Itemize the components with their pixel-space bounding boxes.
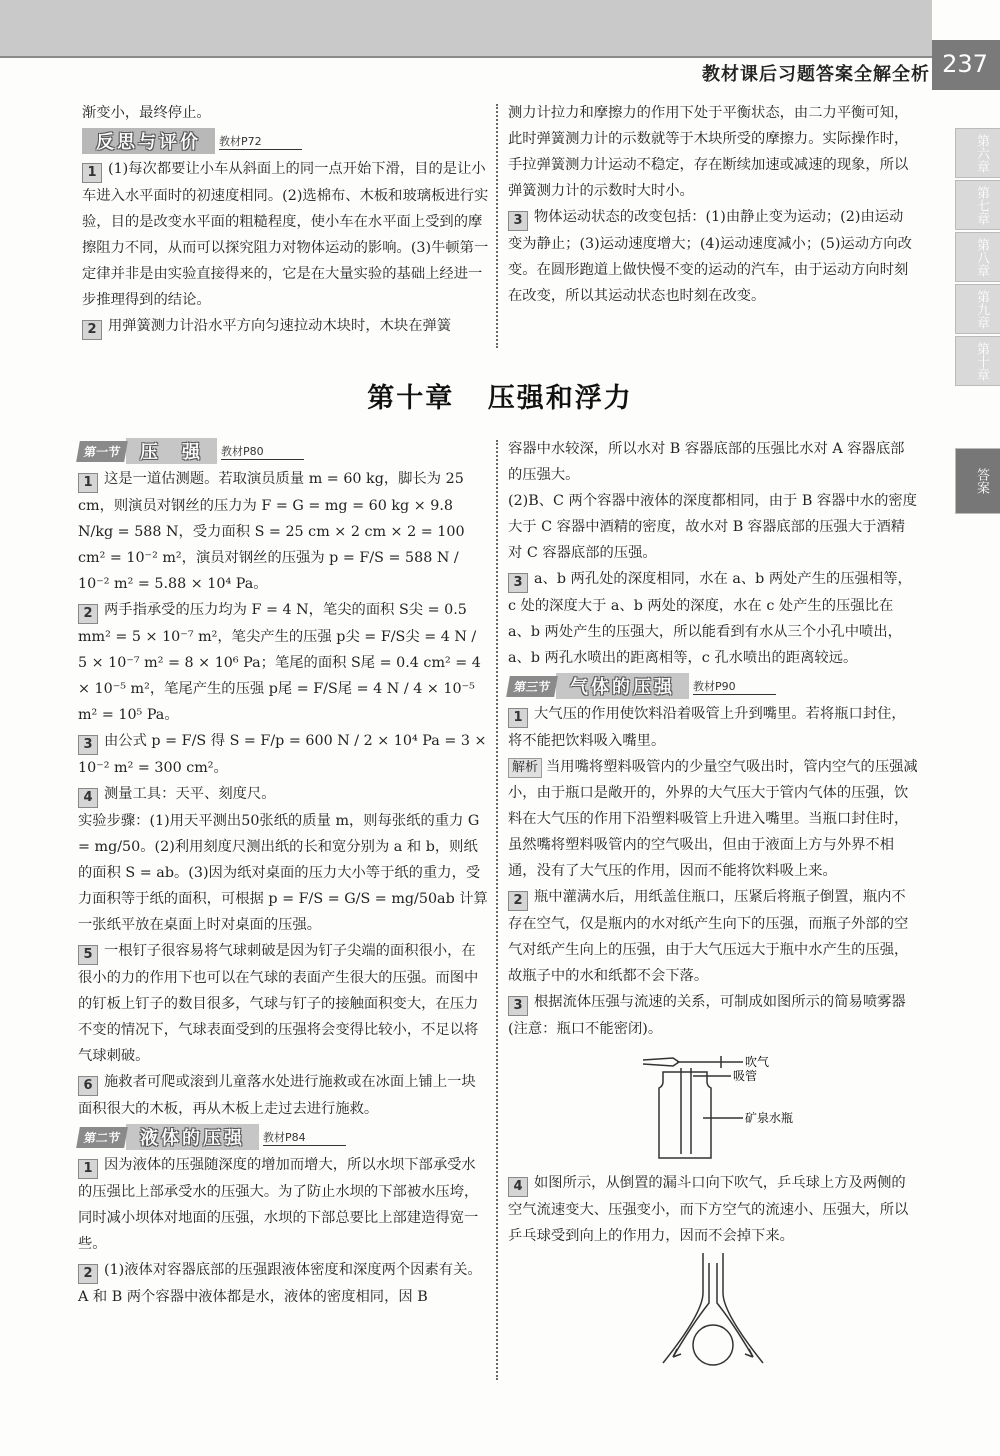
textbook-ref: 教材P72 — [219, 133, 302, 150]
main-left-column — [78, 436, 488, 1310]
answer-text: 大气压的作用使饮料沿着吸管上升到嘴里。若将瓶口封住，将不能把饮料吸入嘴里。 — [508, 706, 906, 749]
experiment-steps: 实验步骤：(1)用天平测出50张纸的质量 m，则每张纸的重力 G = mg/50。(2)利用刻度尺测出纸的长和宽分别为 a 和 b，则纸的面积 S = ab。(3)因为纸对桌面的压力大小等于纸的重力，受力面积等于纸的面积，可根据 p = F/S = G/S = mg/50ab 计算一张纸平放在桌面上时对桌面的压强。 — [78, 813, 488, 933]
item-number-badge: 2 — [78, 604, 98, 624]
textbook-ref: 教材P84 — [263, 1129, 346, 1146]
label-bottle: 矿泉水瓶 — [745, 1111, 794, 1125]
answer-item — [82, 313, 490, 340]
funnel-ball-diagram — [633, 1253, 793, 1373]
side-tab-answers[interactable]: 答案 — [955, 448, 1000, 514]
item-number-badge: 3 — [508, 211, 528, 231]
bottle-shape — [659, 1072, 711, 1158]
answer-item — [78, 1152, 488, 1257]
item-number-badge: 3 — [508, 996, 528, 1016]
item-number-badge: 6 — [78, 1076, 98, 1096]
answer-item — [78, 466, 488, 597]
column-divider-top — [496, 104, 498, 348]
top-left-column — [82, 100, 490, 340]
continued-text: 渐变小，最终停止。 — [82, 105, 211, 121]
side-tab-4[interactable]: 第九章 — [955, 284, 1000, 334]
answer-text: (1)液体对容器底部的压强跟液体密度和深度两个因素有关。A 和 B 两个容器中液体都是水，液体的密度相同，因 B — [78, 1262, 482, 1305]
section-number: 第一节 — [76, 441, 128, 462]
section-header-1 — [78, 438, 488, 464]
analysis-tag: 解析 — [508, 758, 542, 778]
answer-item — [508, 1170, 918, 1249]
reflect-section-title: 反思与评价 — [82, 128, 215, 154]
continued-text: (2)B、C 两个容器中液体的深度都相同，由于 B 容器中水的密度大于 C 容器中酒精的密度，故水对 B 容器底部的压强大于酒精对 C 容器底部的压强。 — [508, 493, 917, 561]
item-number-badge: 4 — [508, 1177, 528, 1197]
side-tab-3[interactable]: 第八章 — [955, 232, 1000, 282]
answer-item — [508, 204, 916, 309]
textbook-ref: 教材P90 — [693, 678, 776, 695]
top-right-column — [508, 100, 916, 309]
answer-item — [78, 1069, 488, 1122]
answer-text: 两手指承受的压力均为 F = 4 N，笔尖的面积 S尖 = 0.5 mm² = 5 × 10⁻⁷ m²，笔尖产生的压强 p尖 = F/S尖 = 4 N / 5 × 10⁻⁷ m² = 8 × 10⁶ Pa；笔尾的面积 S尾 = 0.4 cm² = 4 × 10⁻⁵ m²，笔尾产生的压强 p尾 = F/S尾 = 4 N / 4 × 10⁻⁵ m² = 10⁵ Pa。 — [78, 602, 481, 723]
answer-text: 测量工具：天平、刻度尺。 — [104, 786, 276, 802]
column-divider-main — [496, 440, 498, 1380]
sprayer-diagram — [603, 1046, 823, 1166]
side-tab-2[interactable]: 第七章 — [955, 180, 1000, 230]
label-blow: 吹气 — [745, 1055, 770, 1069]
label-straw: 吸管 — [733, 1069, 758, 1083]
section-title: 压 强 — [126, 438, 217, 464]
funnel-right-wall — [723, 1253, 763, 1363]
blow-tube — [677, 1056, 721, 1068]
answer-text: (1)每次都要让小车从斜面上的同一点开始下滑，目的是让小车进入水平面时的初速度相同。(2)选棉布、木板和玻璃板进行实验，目的是改变水平面的粗糙程度，使小车在水平面上受到的摩擦阻力不同，从而可以探究阻力对物体运动的影响。(3)牛顿第一定律并非是由实验直接得来的，它是在大量实验的基础上经进一步推理得到的结论。 — [82, 161, 489, 308]
side-tab-1[interactable]: 第六章 — [955, 128, 1000, 178]
answer-text: 根据流体压强与流速的关系，可制成如图所示的简易喷雾器(注意：瓶口不能密闭)。 — [508, 994, 906, 1037]
item-number-badge: 1 — [78, 1159, 98, 1179]
section-number: 第二节 — [76, 1127, 128, 1148]
answer-item — [78, 597, 488, 728]
continued-text: 测力计拉力和摩擦力的作用下处于平衡状态，由二力平衡可知，此时弹簧测力计的示数就等于木块所受的摩擦力。实际操作时，手拉弹簧测力计运动不稳定，存在断续加速或减速的现象，所以弹簧测力计的示数时大时小。 — [508, 105, 909, 199]
answer-text: 一根钉子很容易将气球刺破是因为钉子尖端的面积很小，在很小的力的作用下也可以在气球的表面产生很大的压强。而图中的钉板上钉子的数目很多，气球与钉子的接触面积变大，在压力不变的情况下，气球表面受到的压强将会变得比较小，不足以将气球刺破。 — [78, 943, 479, 1064]
answer-text: 施救者可爬或滚到儿童落水处进行施救或在冰面上铺上一块面积很大的木板，再从木板上走过去进行施救。 — [78, 1074, 476, 1117]
item-number-badge: 2 — [82, 320, 102, 340]
main-right-column — [508, 436, 918, 1377]
answer-item — [82, 156, 490, 313]
reflect-section-header — [82, 128, 490, 154]
analysis-text: 当用嘴将塑料吸管内的少量空气吸出时，管内空气的压强减小，由于瓶口是敞开的，外界的大气压大于管内气体的压强，饮料在大气压的作用下沿塑料吸管上升进入嘴里。当瓶口封住时，虽然嘴将塑料吸管内的空气吸出，但由于液面上方与外界不相通，没有了大气压的作用，因而不能将饮料吸上来。 — [508, 759, 918, 879]
item-number-badge: 3 — [508, 573, 528, 593]
textbook-ref: 教材P80 — [221, 443, 304, 460]
answer-item — [508, 989, 918, 1042]
answer-text: 如图所示，从倒置的漏斗口向下吹气，乒乓球上方及两侧的空气流速变大、压强变小，而下方空气的流速小、压强大，所以乒乓球受到向上的作用力，因而不会掉下来。 — [508, 1175, 909, 1244]
item-number-badge: 2 — [78, 1264, 98, 1284]
item-number-badge: 5 — [78, 945, 98, 965]
answer-text: 物体运动状态的改变包括：(1)由静止变为运动；(2)由运动变为静止；(3)运动速度增大；(4)运动速度减小；(5)运动方向改变。在圆形跑道上做快慢不变的运动的汽车，由于运动方向时刻在改变，所以其运动状态也时刻在改变。 — [508, 209, 912, 304]
header-band — [0, 0, 932, 58]
item-number-badge: 2 — [508, 891, 528, 911]
analysis-block — [508, 754, 918, 884]
answer-text: 用弹簧测力计沿水平方向匀速拉动木块时，木块在弹簧 — [108, 318, 452, 334]
section-title: 液体的压强 — [126, 1124, 259, 1150]
arrowhead-right — [745, 1349, 753, 1357]
answer-item — [508, 884, 918, 989]
answer-item — [508, 701, 918, 754]
chapter-title: 第十章 压强和浮力 — [367, 383, 633, 414]
answer-item — [78, 728, 488, 781]
answer-text: 因为液体的压强随深度的增加而增大，所以水坝下部承受水的压强比上部承受水的压强大。为了防止水坝的下部被水压垮，同时减小坝体对地面的压强，水坝的下部总要比上部建造得宽一些。 — [78, 1157, 479, 1252]
item-number-badge: 3 — [78, 735, 98, 755]
item-number-badge: 1 — [508, 708, 528, 728]
answer-text: 瓶中灌满水后，用纸盖住瓶口，压紧后将瓶子倒置，瓶内不存在空气，仅是瓶内的水对纸产生向下的压强，而瓶子外部的空气对纸产生向上的压强，由于大气压远大于瓶中水产生的压强，故瓶子中的水和纸都不会下落。 — [508, 889, 909, 984]
continued-text: 容器中水较深，所以水对 B 容器底部的压强比水对 A 容器底部的压强大。 — [508, 441, 905, 483]
running-header-title: 教材课后习题答案全解全析 — [702, 64, 930, 85]
answer-item — [78, 938, 488, 1069]
section-number: 第三节 — [506, 676, 558, 697]
answer-text: 这是一道估测题。若取演员质量 m = 60 kg，脚长为 25 cm，则演员对钢丝的压力为 F = G = mg = 60 kg × 9.8 N/kg = 588 N，受力面积 S = 25 cm × 2 cm × 2 = 100 cm² = 10⁻² m²，演员对钢丝的压强为 p = F/S = 588 N / 10⁻² m² = 5.88 × 10⁴ Pa。 — [78, 471, 465, 592]
answer-item — [508, 566, 918, 671]
item-number-badge: 1 — [78, 473, 98, 493]
section-title: 气体的压强 — [556, 673, 689, 699]
answer-item — [78, 781, 488, 808]
item-number-badge: 4 — [78, 788, 98, 808]
page-number: 237 — [942, 50, 988, 78]
section-header-3 — [508, 673, 918, 699]
answer-text: 由公式 p = F/S 得 S = F/p = 600 N / 2 × 10⁴ Pa = 3 × 10⁻² m² = 300 cm²。 — [78, 733, 487, 776]
ping-pong-ball — [693, 1325, 733, 1365]
answer-text: a、b 两孔处的深度相同，水在 a、b 两处产生的压强相等，c 处的深度大于 a、b 两处的深度，水在 c 处产生的压强比在 a、b 两处产生的压强大，所以能看到有水从三个小孔中喷出，a、b 两孔水喷出的距离相等，c 孔水喷出的距离较远。 — [508, 571, 912, 666]
funnel-left-wall — [663, 1253, 703, 1363]
arrowhead-left — [673, 1349, 681, 1357]
answer-item — [78, 1257, 488, 1310]
item-number-badge: 1 — [82, 163, 102, 183]
nozzle-shape — [643, 1058, 679, 1066]
side-tab-5[interactable]: 第十章 — [955, 336, 1000, 386]
section-header-2 — [78, 1124, 488, 1150]
